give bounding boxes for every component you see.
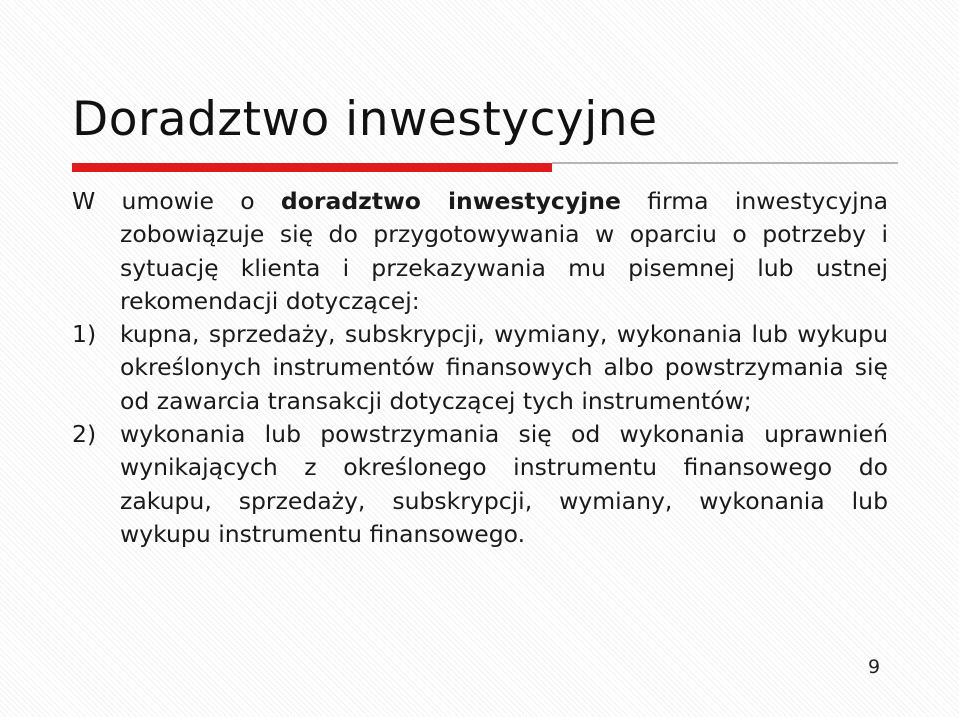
page-number: 9: [868, 656, 881, 678]
slide-title: Doradztwo inwestycyjne: [72, 92, 658, 147]
title-underline-red: [72, 163, 552, 172]
list-item-1: [72, 318, 888, 418]
list-item-text: kupna, sprzedaży, subskrypcji, wymiany, wykonania lub wykupu określonych instrumentów finansowych albo powstrzymania się od zawarcia transakcji dotyczącej tych instrumentów;: [120, 320, 888, 415]
intro-paragraph: [72, 185, 888, 318]
list-item-number: 1): [72, 320, 97, 349]
intro-text-start: W umowie o: [72, 187, 281, 215]
slide-body: [72, 185, 888, 551]
intro-text-end: firma inwestycyjna zobowiązuje się do przygotowywania w oparciu o potrzeby i sytuację klienta i przekazywania mu pisemnej lub ustnej rekomendacji dotyczącej:: [120, 187, 888, 315]
list-item-2: [72, 418, 888, 551]
intro-bold-term: doradztwo inwestycyjne: [280, 187, 621, 215]
list-item-text: wykonania lub powstrzymania się od wykonania uprawnień wynikających z określonego instrumentu finansowego do zakupu, sprzedaży, subskrypcji, wymiany, wykonania lub wykupu instrumentu finansowego.: [120, 420, 888, 548]
list-item-number: 2): [72, 420, 97, 449]
title-underline-gray: [552, 162, 898, 164]
